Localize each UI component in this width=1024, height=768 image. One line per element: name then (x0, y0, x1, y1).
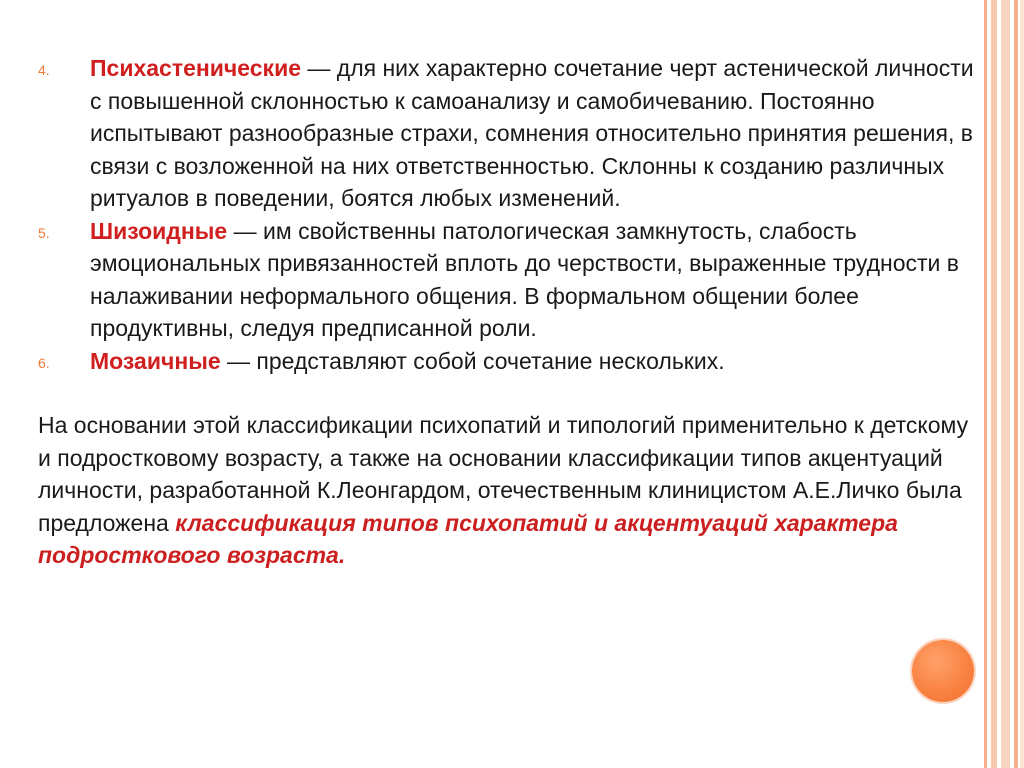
paragraph-text: На основании этой классификации психопатий и типологий применительно к детскому и подростковому возрасту, а также на основании классификации типов акцентуаций личности, разработанной К.Леонгардом, отечественным клиницистом А.Е.Личко была предложена (38, 412, 969, 536)
list-text: — представляют собой сочетание нескольких. (220, 347, 725, 374)
list-item (38, 215, 978, 345)
list-text: — для них характерно сочетание черт астенической личности с повышенной склонностью к самоанализу и самобичеванию. Постоянно испытывают разнообразные страхи, сомнения относительно принятия решения, в связи с возложенной на них ответственностью. Склонны к созданию различных ритуалов в поведении, боятся любых изменений. (90, 55, 974, 211)
paragraph-emphasis: классификация типов психопатий и акцентуаций характера подросткового возраста. (38, 509, 898, 568)
slide-content (38, 52, 978, 595)
list-term: Шизоидные (90, 217, 228, 244)
list-number: 6. (38, 354, 50, 371)
list-number: 5. (38, 224, 50, 241)
stripe (991, 0, 997, 768)
stripe (1001, 0, 1010, 768)
list-item (38, 52, 978, 215)
list-text: — им свойственны патологическая замкнутость, слабость эмоциональных привязанностей вплоть до черствости, выраженные трудности в налаживании неформального общения. В формальном общении более продуктивны, следуя предписанной роли. (90, 217, 960, 341)
list-item (38, 345, 978, 378)
decorative-stripes (984, 0, 1024, 768)
list-term: Психастенические (90, 55, 301, 81)
stripe (1014, 0, 1018, 768)
list-term: Мозаичные (90, 347, 221, 374)
numbered-list (38, 52, 978, 377)
stripe (1020, 0, 1024, 768)
decorative-circle (912, 640, 974, 702)
summary-paragraph (38, 409, 978, 572)
list-number: 4. (38, 62, 50, 78)
stripe (984, 0, 987, 768)
